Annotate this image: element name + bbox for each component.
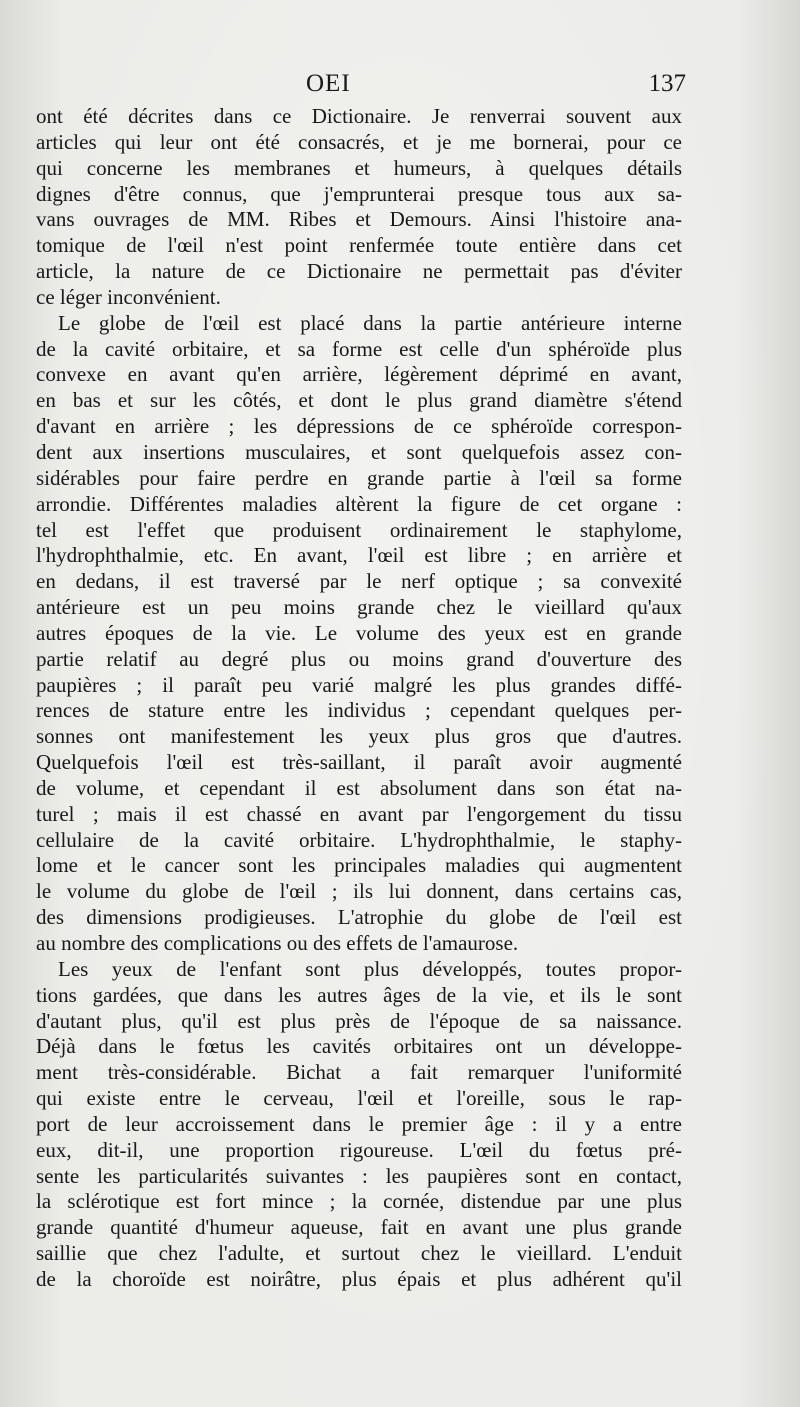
text-line: saillie que chez l'adulte, et surtout chez le vieillard. L'enduit <box>36 1241 682 1266</box>
text-line: en bas et sur les côtés, et dont le plus grand diamètre s'étend <box>36 388 682 413</box>
text-line: tel est l'effet que produisent ordinairement le staphylome, <box>36 517 682 542</box>
text-line: dignes d'être connus, que j'emprunterai presque tous aux sa- <box>36 181 682 206</box>
text-line: en dedans, il est traversé par le nerf optique ; sa convexité <box>36 569 682 594</box>
text-line: sidérables pour faire perdre en grande partie à l'œil sa forme <box>36 465 682 490</box>
text-line: rences de stature entre les individus ; cependant quelques per- <box>36 698 682 723</box>
text-line: l'hydrophthalmie, etc. En avant, l'œil est libre ; en arrière et <box>36 543 682 568</box>
text-line: Déjà dans le fœtus les cavités orbitaires ont un développe- <box>36 1034 682 1059</box>
text-line: dent aux insertions musculaires, et sont quelquefois assez con- <box>36 439 682 464</box>
text-line: ont été décrites dans ce Dictionaire. Je renverrai souvent aux <box>36 104 682 128</box>
page-header <box>36 70 686 104</box>
text-line: d'autant plus, qu'il est plus près de l'époque de sa naissance. <box>36 1008 682 1033</box>
text-line: vans ouvrages de MM. Ribes et Demours. Ainsi l'histoire ana- <box>36 207 682 232</box>
text-line: eux, dit-il, une proportion rigoureuse. L'œil du fœtus pré- <box>36 1137 682 1162</box>
text-line: de volume, et cependant il est absolument dans son état na- <box>36 775 682 800</box>
text-line: ce léger inconvénient. <box>36 284 221 309</box>
text-line: sonnes ont manifestement les yeux plus gros que d'autres. <box>36 724 682 749</box>
text-line: arrondie. Différentes maladies altèrent la figure de cet organe : <box>36 491 682 516</box>
text-line: paupières ; il paraît peu varié malgré les plus grandes diffé- <box>36 672 682 697</box>
text-line: autres époques de la vie. Le volume des yeux est en grande <box>36 620 682 645</box>
text-line: Quelquefois l'œil est très-saillant, il paraît avoir augmenté <box>36 750 682 775</box>
text-line: Les yeux de l'enfant sont plus développés, toutes propor- <box>58 956 682 981</box>
text-line: de la cavité orbitaire, et sa forme est celle d'un sphéroïde plus <box>36 336 682 361</box>
text-line: tomique de l'œil n'est point renfermée toute entière dans cet <box>36 233 682 258</box>
body-text <box>36 104 682 1293</box>
text-line: grande quantité d'humeur aqueuse, fait en avant une plus grande <box>36 1215 682 1240</box>
running-head: OEI <box>306 70 351 97</box>
text-line: sente les particularités suivantes : les paupières sont en contact, <box>36 1163 682 1188</box>
text-line: d'avant en arrière ; les dépressions de ce sphéroïde correspon- <box>36 414 682 439</box>
text-line: ment très-considérable. Bichat a fait remarquer l'uniformité <box>36 1060 682 1085</box>
text-line: au nombre des complications ou des effets de l'amaurose. <box>36 931 519 955</box>
text-line: articles qui leur ont été consacrés, et je me bornerai, pour ce <box>36 129 682 154</box>
text-line: port de leur accroissement dans le premier âge : il y a entre <box>36 1111 682 1136</box>
text-line: des dimensions prodigieuses. L'atrophie du globe de l'œil est <box>36 905 682 930</box>
text-line: de la choroïde est noirâtre, plus épais et plus adhérent qu'il <box>36 1266 682 1291</box>
text-line: Le globe de l'œil est placé dans la partie antérieure interne <box>58 310 682 335</box>
text-line: qui concerne les membranes et humeurs, à quelques détails <box>36 155 682 180</box>
text-line: turel ; mais il est chassé en avant par l'engorgement du tissu <box>36 801 682 826</box>
text-line: tions gardées, que dans les autres âges de la vie, et ils le sont <box>36 982 682 1007</box>
text-line: la sclérotique est fort mince ; la cornée, distendue par une plus <box>36 1189 682 1214</box>
text-line: article, la nature de ce Dictionaire ne permettait pas d'éviter <box>36 259 682 284</box>
text-line: partie relatif au degré plus ou moins grand d'ouverture des <box>36 646 682 671</box>
text-line: antérieure est un peu moins grande chez le vieillard qu'aux <box>36 595 682 620</box>
text-line: le volume du globe de l'œil ; ils lui donnent, dans certains cas, <box>36 879 682 904</box>
text-line: lome et le cancer sont les principales maladies qui augmentent <box>36 853 682 878</box>
page-number: 137 <box>648 70 686 97</box>
text-line: convexe en avant qu'en arrière, légèrement déprimé en avant, <box>36 362 682 387</box>
text-line: qui existe entre le cerveau, l'œil et l'oreille, sous le rap- <box>36 1086 682 1111</box>
text-line: cellulaire de la cavité orbitaire. L'hydrophthalmie, le staphy- <box>36 827 682 852</box>
